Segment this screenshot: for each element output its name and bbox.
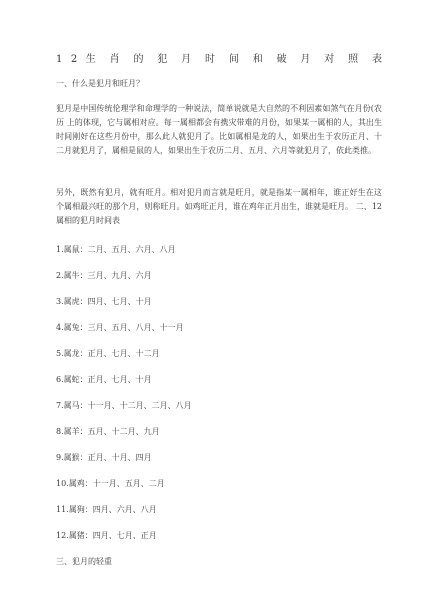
paragraph-2: 另外，既然有犯月，就有旺月。相对犯月而言就是旺月，就是指某一属相年，谁正好生在这个属相最兴旺的那个月，则称旺月。如鸡旺正月，谁在鸡年正月出生，谁就是旺月。 二、12属相的犯月时间表 xyxy=(56,188,382,225)
list-item: 8.属羊：五月、十二月、九月 xyxy=(56,427,160,436)
list-item: 1.属鼠：二月、五月、六月、八月 xyxy=(56,245,176,254)
list-item: 6.属蛇：正月、七月、十月 xyxy=(56,375,152,384)
list-item: 4.属兔：三月、五月、八月、十一月 xyxy=(56,323,184,332)
list-item: 9.属猴：正月、十月、四月 xyxy=(56,453,152,462)
document-title: 1 2 生 肖 的 犯 月 时 间 和 破 月 对 照 表 xyxy=(56,54,382,65)
list-item: 5.属龙：正月、七月、十二月 xyxy=(56,349,160,358)
list-item: 12.属猪：四月、七月、正月 xyxy=(56,531,157,540)
list-item: 10.属鸡：十一月、五月、二月 xyxy=(56,479,165,488)
list-item: 2.属牛：三月、九月、六月 xyxy=(56,271,152,280)
paragraph-1: 犯月是中国传统伦理学和命理学的一种说法，简单说就是大自然的不利因素如煞气在月份(农历 上的体现，它与属相对应。每一属相都会有携灾带难的月份，如果某一属相的人，其出生时间刚好在这些月份中，那么此人就犯月了。比如属相是龙的人，如果出生于农历正月、十二月就犯月了，属相是鼠的人，如果出生于农历二月、五月、六月等就犯月了，依此类推。 xyxy=(56,104,382,155)
list-item: 3.属虎：四月、七月、十月 xyxy=(56,297,152,306)
list-item: 7.属马：十一月、十二月、二月、八月 xyxy=(56,401,192,410)
list-item: 11.属狗：四月、六月、八月 xyxy=(56,505,157,514)
section-heading-3: 三、犯月的轻重 xyxy=(56,557,112,566)
section-heading-1: 一、什么是犯月和旺月？ xyxy=(56,79,144,88)
